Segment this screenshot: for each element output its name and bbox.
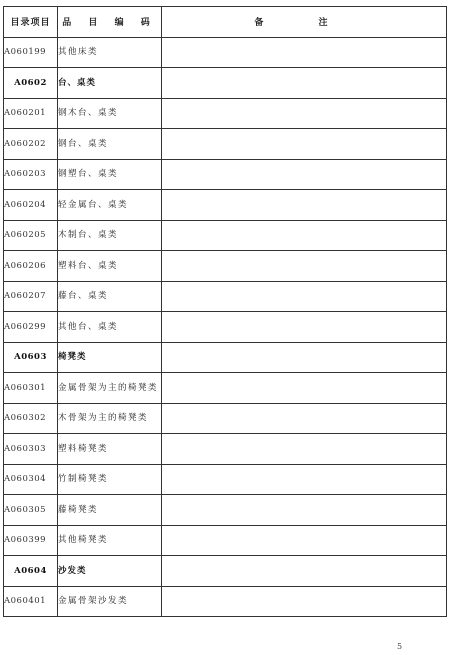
table-row xyxy=(4,495,447,526)
table-body xyxy=(4,37,447,617)
catalog-code-cell: A060199 xyxy=(4,37,58,68)
item-name-cell: 金属骨架为主的椅凳类 xyxy=(58,373,162,404)
table-row xyxy=(4,190,447,221)
remarks-cell xyxy=(162,464,447,495)
table-row xyxy=(4,586,447,617)
item-name-cell: 木骨架为主的椅凳类 xyxy=(58,403,162,434)
table-row xyxy=(4,98,447,129)
item-name-cell: 藤椅凳类 xyxy=(58,495,162,526)
remarks-cell xyxy=(162,220,447,251)
remarks-cell xyxy=(162,556,447,587)
catalog-code-cell: A060207 xyxy=(4,281,58,312)
item-name-cell: 钢木台、桌类 xyxy=(58,98,162,129)
catalog-code-cell: A060299 xyxy=(4,312,58,343)
remarks-cell xyxy=(162,251,447,282)
table-row xyxy=(4,129,447,160)
table-row xyxy=(4,434,447,465)
item-name-cell: 钢塑台、桌类 xyxy=(58,159,162,190)
remarks-cell xyxy=(162,98,447,129)
catalog-code-cell: A060206 xyxy=(4,251,58,282)
catalog-code-cell: A0603 xyxy=(4,342,58,373)
remarks-cell xyxy=(162,495,447,526)
catalog-code-cell: A060301 xyxy=(4,373,58,404)
item-name-cell: 竹制椅凳类 xyxy=(58,464,162,495)
remarks-cell xyxy=(162,129,447,160)
catalog-code-cell: A060202 xyxy=(4,129,58,160)
header-item-code: 品 目 编 码 xyxy=(58,7,162,38)
table-row xyxy=(4,464,447,495)
item-name-cell: 台、桌类 xyxy=(58,68,162,99)
remarks-cell xyxy=(162,373,447,404)
item-name-cell: 钢台、桌类 xyxy=(58,129,162,160)
catalog-table xyxy=(3,6,447,617)
item-name-cell: 藤台、桌类 xyxy=(58,281,162,312)
item-name-cell: 塑料台、桌类 xyxy=(58,251,162,282)
table-row xyxy=(4,525,447,556)
catalog-code-cell: A060203 xyxy=(4,159,58,190)
category-group-row xyxy=(4,342,447,373)
item-name-cell: 其他床类 xyxy=(58,37,162,68)
item-name-cell: 沙发类 xyxy=(58,556,162,587)
category-group-row xyxy=(4,556,447,587)
remarks-cell xyxy=(162,159,447,190)
category-group-row xyxy=(4,68,447,99)
table-row xyxy=(4,37,447,68)
remarks-cell xyxy=(162,403,447,434)
remarks-cell xyxy=(162,190,447,221)
header-catalog-item: 目录项目 xyxy=(4,7,58,38)
remarks-cell xyxy=(162,434,447,465)
catalog-code-cell: A060302 xyxy=(4,403,58,434)
item-name-cell: 木制台、桌类 xyxy=(58,220,162,251)
item-name-cell: 其他椅凳类 xyxy=(58,525,162,556)
catalog-code-cell: A060204 xyxy=(4,190,58,221)
table-row xyxy=(4,312,447,343)
catalog-code-cell: A060401 xyxy=(4,586,58,617)
catalog-code-cell: A060303 xyxy=(4,434,58,465)
remarks-cell xyxy=(162,312,447,343)
remarks-cell xyxy=(162,342,447,373)
catalog-code-cell: A060304 xyxy=(4,464,58,495)
table-header-row xyxy=(4,7,447,38)
remarks-cell xyxy=(162,68,447,99)
page-number: 5 xyxy=(397,642,403,651)
catalog-code-cell: A060305 xyxy=(4,495,58,526)
item-name-cell: 塑料椅凳类 xyxy=(58,434,162,465)
table-row xyxy=(4,251,447,282)
remarks-cell xyxy=(162,525,447,556)
remarks-cell xyxy=(162,281,447,312)
catalog-code-cell: A060201 xyxy=(4,98,58,129)
remarks-cell xyxy=(162,586,447,617)
catalog-code-cell: A060399 xyxy=(4,525,58,556)
item-name-cell: 椅凳类 xyxy=(58,342,162,373)
catalog-code-cell: A0602 xyxy=(4,68,58,99)
catalog-code-cell: A060205 xyxy=(4,220,58,251)
remarks-cell xyxy=(162,37,447,68)
item-name-cell: 轻金属台、桌类 xyxy=(58,190,162,221)
table-row xyxy=(4,373,447,404)
table-row xyxy=(4,281,447,312)
table-row xyxy=(4,159,447,190)
item-name-cell: 其他台、桌类 xyxy=(58,312,162,343)
table-row xyxy=(4,403,447,434)
table-row xyxy=(4,220,447,251)
item-name-cell: 金属骨架沙发类 xyxy=(58,586,162,617)
catalog-code-cell: A0604 xyxy=(4,556,58,587)
header-remarks: 备 注 xyxy=(162,7,447,38)
